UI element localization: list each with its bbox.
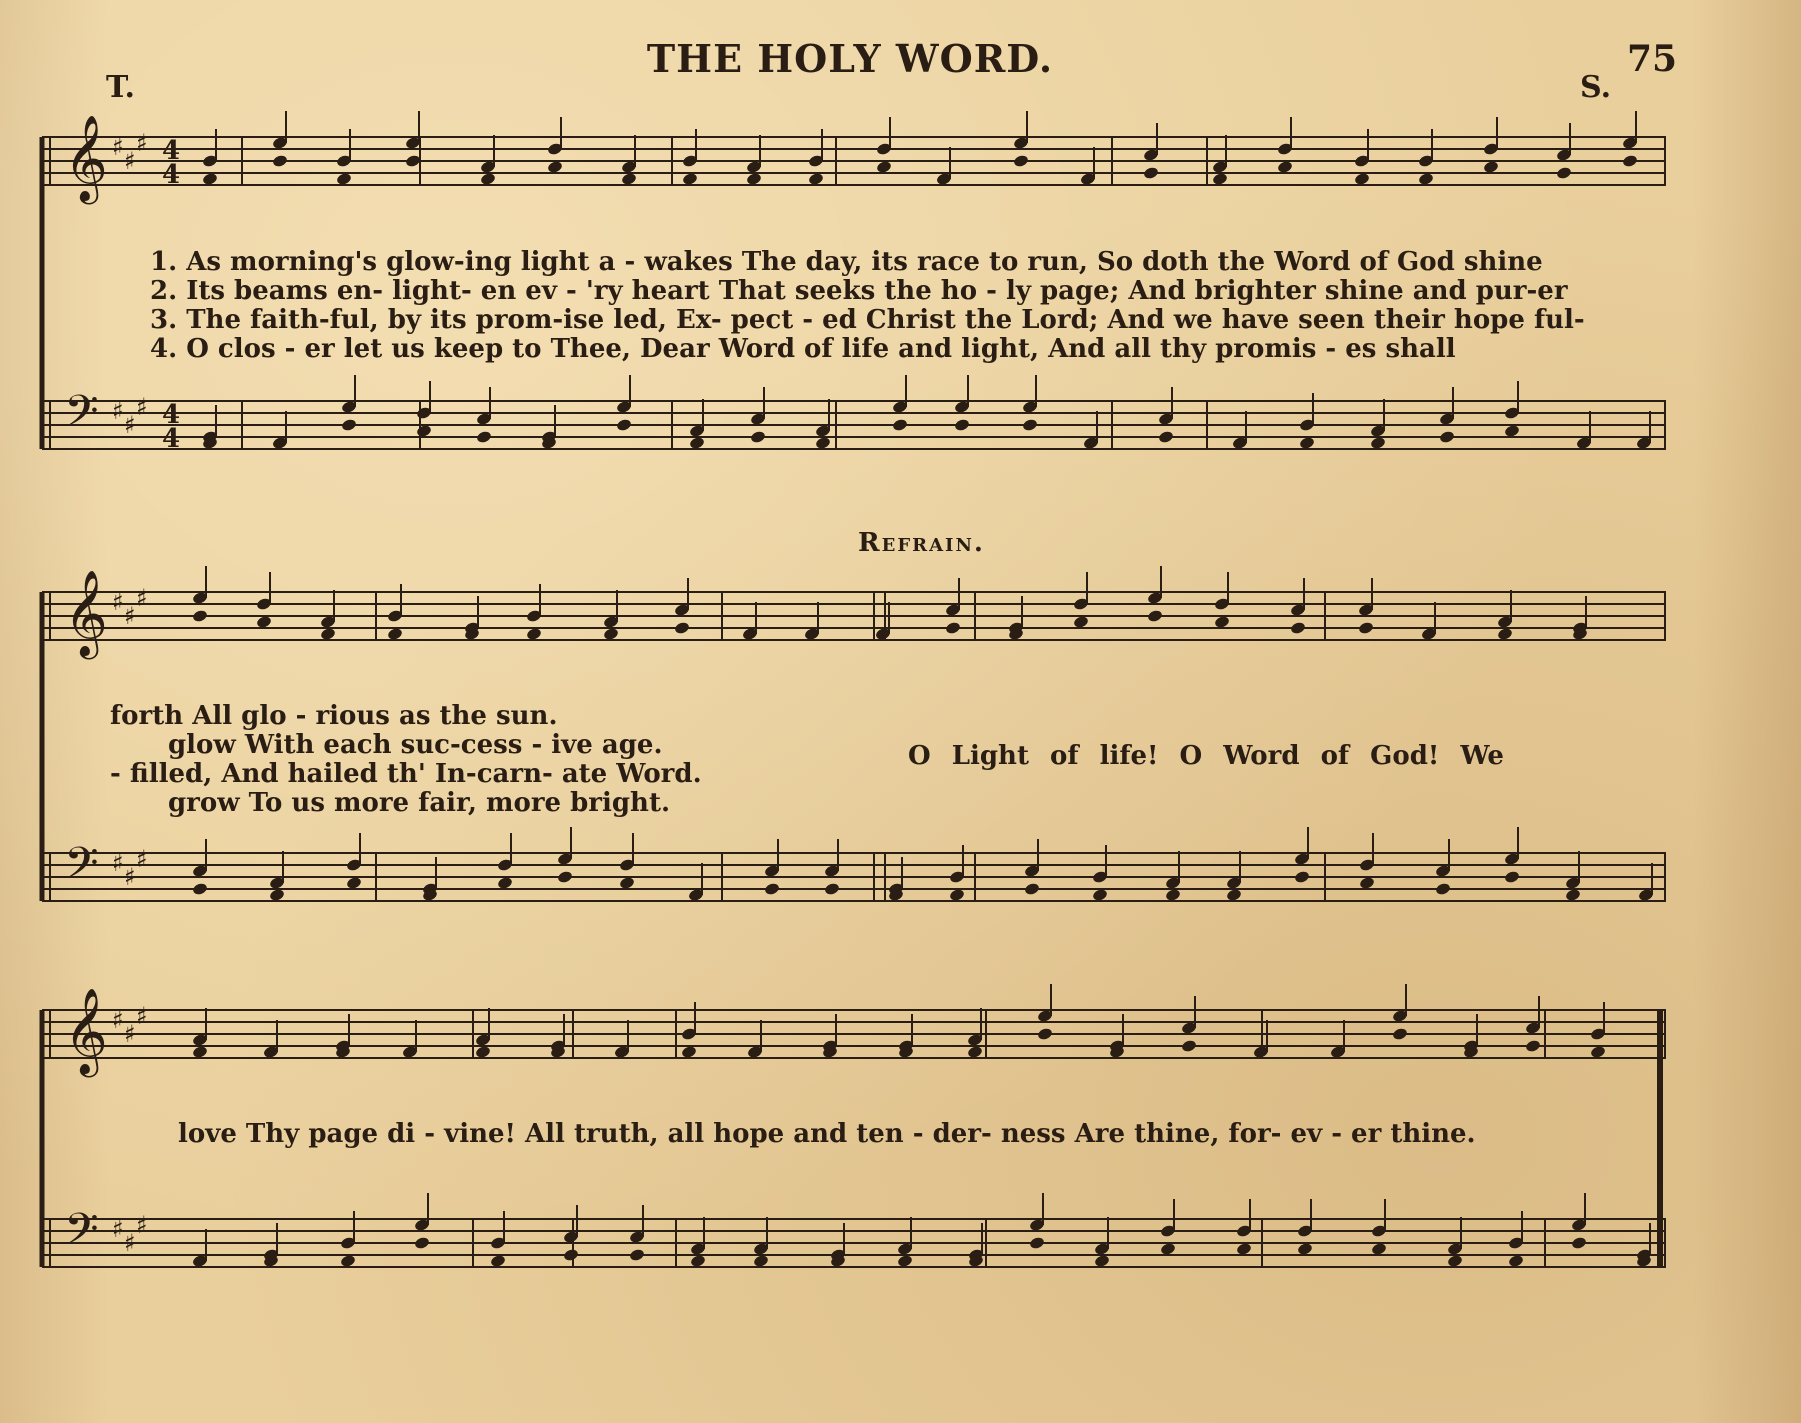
voice-marker-left: T.: [106, 70, 135, 105]
hymn-title: THE HOLY WORD.: [646, 36, 1054, 81]
note-head: [1165, 888, 1182, 902]
note-head: [1571, 1236, 1588, 1250]
note-head: [1290, 621, 1307, 635]
note-head: [1556, 166, 1573, 180]
note-head: [416, 424, 433, 438]
sharp-icon: ♯: [124, 411, 136, 439]
note-head: [480, 172, 497, 186]
sharp-icon: ♯: [112, 849, 124, 877]
note-head: [824, 882, 841, 896]
sharp-icon: ♯: [136, 845, 148, 873]
note-head: [1277, 160, 1294, 174]
note-head: [808, 172, 825, 186]
sharp-icon: ♯: [136, 129, 148, 157]
note-head: [1236, 1242, 1253, 1256]
note-head: [320, 627, 337, 641]
note-head: [876, 160, 893, 174]
refrain-lyrics: O Light of life! O Word of God! We: [908, 741, 1504, 771]
note-head: [689, 436, 706, 450]
note-head: [681, 1045, 698, 1059]
note-head: [1299, 436, 1316, 450]
sharp-icon: ♯: [112, 133, 124, 161]
note-head: [192, 609, 209, 623]
sharp-icon: ♯: [124, 147, 136, 175]
note-head: [557, 870, 574, 884]
note-head: [619, 876, 636, 890]
sharp-icon: ♯: [112, 588, 124, 616]
note-head: [1147, 609, 1164, 623]
time-signature: 4: [162, 400, 181, 430]
note-head: [1504, 870, 1521, 884]
time-signature: 4: [162, 160, 181, 190]
note-head: [192, 882, 209, 896]
note-head: [1158, 430, 1175, 444]
treble-clef-icon: 𝄞: [64, 570, 108, 656]
treble-clef-icon: 𝄞: [64, 988, 108, 1074]
note-head: [563, 1248, 580, 1262]
note-head: [1143, 166, 1160, 180]
note-head: [341, 418, 358, 432]
note-head: [1160, 1242, 1177, 1256]
bass-clef-icon: 𝄢: [64, 385, 99, 448]
note-head: [1022, 418, 1039, 432]
note-head: [1358, 621, 1375, 635]
note-head: [753, 1254, 770, 1268]
note-head: [497, 876, 514, 890]
note-head: [1354, 172, 1371, 186]
time-signature: 4: [162, 424, 181, 454]
note-head: [414, 1236, 431, 1250]
note-head: [387, 627, 404, 641]
note-head: [1013, 154, 1030, 168]
verse-2-lyrics: 2. Its beams en- light- en ev - 'ry heart That seeks the ho - ly page; And brighter shine and pur-er: [150, 276, 1568, 306]
note-head: [1212, 172, 1229, 186]
sharp-icon: ♯: [124, 863, 136, 891]
note-head: [629, 1248, 646, 1262]
bass-clef-icon: 𝄢: [64, 837, 99, 900]
page-number: 75: [1627, 38, 1678, 80]
note-head: [340, 1254, 357, 1268]
note-head: [476, 430, 493, 444]
note-head: [1439, 430, 1456, 444]
note-head: [967, 1045, 984, 1059]
note-head: [1024, 882, 1041, 896]
verse-1-ending: forth All glo - rious as the sun.: [110, 701, 558, 731]
verse-4-ending: grow To us more fair, more bright.: [168, 788, 671, 818]
sharp-icon: ♯: [112, 1215, 124, 1243]
note-head: [621, 172, 638, 186]
note-head: [1297, 1242, 1314, 1256]
note-head: [1094, 1254, 1111, 1268]
note-head: [1181, 1039, 1198, 1053]
note-head: [336, 172, 353, 186]
note-head: [690, 1254, 707, 1268]
note-head: [616, 418, 633, 432]
note-head: [1497, 627, 1514, 641]
sharp-icon: ♯: [124, 1229, 136, 1257]
note-head: [1371, 1242, 1388, 1256]
note-head: [269, 888, 286, 902]
note-head: [1565, 888, 1582, 902]
note-head: [547, 160, 564, 174]
sharp-icon: ♯: [112, 1006, 124, 1034]
note-head: [1073, 615, 1090, 629]
note-head: [1370, 436, 1387, 450]
note-head: [490, 1254, 507, 1268]
verse-4-lyrics: 4. O clos - er let us keep to Thee, Dear Word of life and light, And all thy promis - es shall: [150, 334, 1456, 364]
note-head: [1447, 1254, 1464, 1268]
note-head: [202, 172, 219, 186]
sharp-icon: ♯: [136, 1002, 148, 1030]
note-head: [1092, 888, 1109, 902]
note-head: [949, 888, 966, 902]
sharp-icon: ♯: [124, 1020, 136, 1048]
verse-3-ending: - filled, And hailed th' In-carn- ate Word.: [110, 759, 702, 789]
note-head: [945, 621, 962, 635]
note-head: [1622, 154, 1639, 168]
note-head: [1525, 1039, 1542, 1053]
note-head: [1226, 888, 1243, 902]
note-head: [256, 615, 273, 629]
sharp-icon: ♯: [124, 602, 136, 630]
time-signature: 4: [162, 136, 181, 166]
bass-clef-icon: 𝄢: [64, 1203, 99, 1266]
note-head: [746, 172, 763, 186]
sharp-icon: ♯: [136, 584, 148, 612]
note-head: [682, 172, 699, 186]
note-head: [526, 627, 543, 641]
sharp-icon: ♯: [112, 397, 124, 425]
note-head: [1214, 615, 1231, 629]
note-head: [346, 876, 363, 890]
note-head: [1418, 172, 1435, 186]
note-head: [1029, 1236, 1046, 1250]
verse-2-ending: glow With each suc-cess - ive age.: [168, 730, 663, 760]
note-head: [674, 621, 691, 635]
note-head: [1483, 160, 1500, 174]
note-head: [603, 627, 620, 641]
note-head: [815, 436, 832, 450]
note-head: [750, 430, 767, 444]
verse-1-lyrics: 1. As morning's glow-ing light a - wakes The day, its race to run, So doth the Word of God shine: [150, 247, 1543, 277]
note-head: [1435, 882, 1452, 896]
note-head: [1392, 1027, 1409, 1041]
note-head: [475, 1045, 492, 1059]
note-head: [954, 418, 971, 432]
system-3-lyrics: love Thy page di - vine! All truth, all hope and ten - der- ness Are thine, for- ev - er thine.: [178, 1119, 1476, 1149]
verse-3-lyrics: 3. The faith-ful, by its prom-ise led, Ex- pect - ed Christ the Lord; And we have seen their hope ful-: [150, 305, 1585, 335]
note-head: [764, 882, 781, 896]
note-head: [1359, 876, 1376, 890]
voice-marker-right: S.: [1580, 70, 1612, 105]
note-head: [892, 418, 909, 432]
note-head: [1590, 1045, 1607, 1059]
note-head: [1504, 424, 1521, 438]
note-head: [192, 1045, 209, 1059]
note-head: [1294, 870, 1311, 884]
treble-clef-icon: 𝄞: [64, 115, 108, 201]
note-head: [897, 1254, 914, 1268]
note-head: [405, 154, 422, 168]
refrain-label: Refrain.: [858, 528, 985, 558]
note-head: [1508, 1254, 1525, 1268]
note-head: [272, 154, 289, 168]
sharp-icon: ♯: [136, 1211, 148, 1239]
note-head: [1037, 1027, 1054, 1041]
sharp-icon: ♯: [136, 393, 148, 421]
